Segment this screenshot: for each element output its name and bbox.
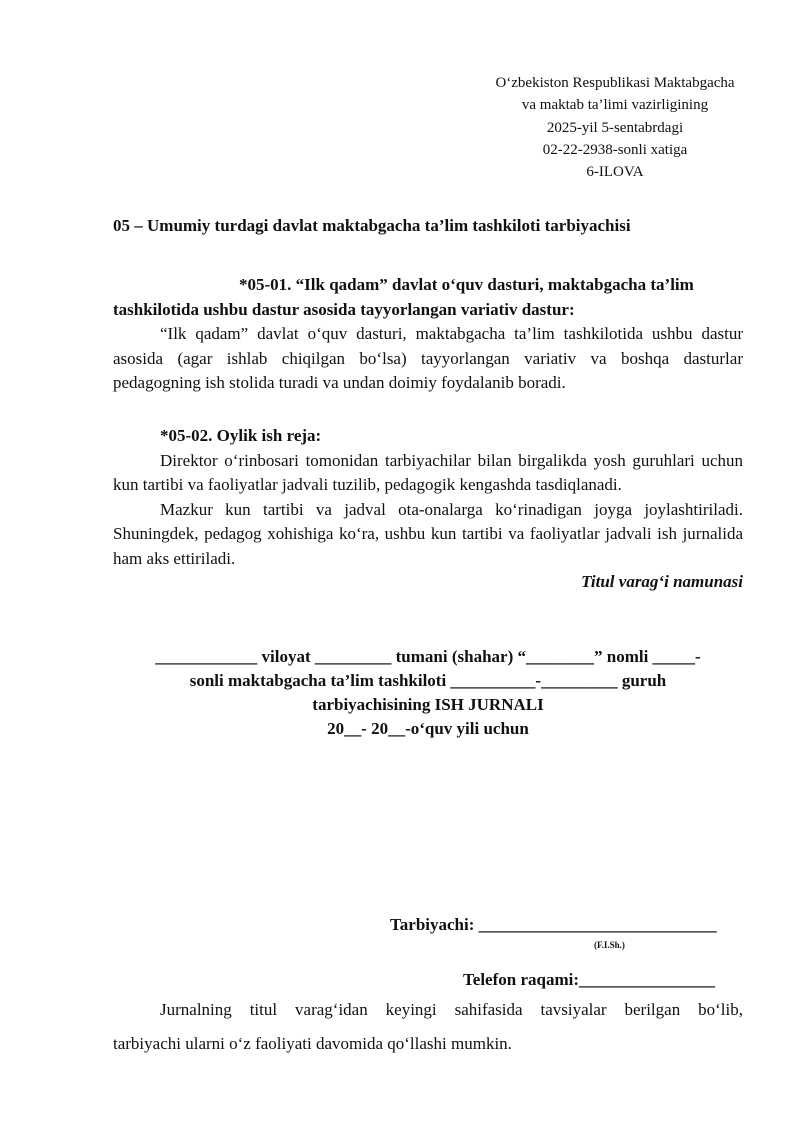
header-line-3: 2025-yil 5-sentabrdagi — [546, 119, 684, 136]
section-title: 05 – Umumiy turdagi davlat maktabgacha ta’lim tashkiloti tarbiyachisi — [113, 216, 631, 235]
footer-line-1: Jurnalning titul varag‘idan keyingi sahifasida tavsiyalar berilgan bo‘lib, — [160, 1000, 743, 1019]
title-line-1: ____________ viloyat _________ tumani (shahar) “________” nomli _____- — [155, 647, 701, 666]
teacher-signature-line: Tarbiyachi: ____________________________ — [390, 915, 717, 934]
header-line-5: 6-ILOVA — [586, 164, 644, 181]
item-1-block — [113, 273, 743, 396]
footer-paragraph — [113, 993, 743, 1061]
item-1-heading-line-1: *05-01. “Ilk qadam” davlat o‘quv dasturi, maktabgacha ta’lim — [239, 275, 694, 294]
title-line-2: sonli maktabgacha ta’lim tashkiloti __________-_________ guruh — [189, 671, 667, 690]
phone-number-line: Telefon raqami:________________ — [463, 970, 716, 989]
footer-line-2: tarbiyachi ularni o‘z faoliyati davomida qo‘llashi mumkin. — [113, 1034, 512, 1053]
item-2-heading: *05-02. Oylik ish reja: — [160, 426, 322, 445]
header-line-1: O‘zbekiston Respublikasi Maktabgacha — [495, 75, 735, 91]
fio-caption: (F.I.Sh.) — [594, 940, 625, 950]
title-line-3: tarbiyachisining ISH JURNALI — [312, 695, 544, 714]
item-1-heading-line-2: tashkilotida ushbu dastur asosida tayyorlangan variativ dastur: — [113, 299, 575, 319]
title-page-sample — [113, 645, 743, 741]
item-1-paragraph: “Ilk qadam” davlat o‘quv dasturi, maktabgacha ta’lim tashkilotida ushbu dastur asosida (agar ishlab chiqilgan bo‘lsa) tayyorlangan variativ va boshqa dasturlar pedagogning ish stolida turadi va undan doimiy foydalanib boradi. — [113, 324, 743, 393]
item-2-paragraph-1: Direktor o‘rinbosari tomonidan tarbiyachilar bilan birgalikda yosh guruhlari uchun kun tartibi va faoliyatlar jadvali tuzilib, pedagogik kengashda tasdiqlanadi. — [113, 450, 743, 495]
item-2-paragraph-2: Mazkur kun tartibi va jadval ota-onalarga ko‘rinadigan joyga joylashtiriladi. Shuningdek, pedagog xohishiga ko‘ra, ushbu kun tartibi va faoliyatlar jadvali ish jurnalida ham aks ettiriladi. — [113, 499, 743, 568]
item-2-block — [113, 424, 743, 572]
document-header — [440, 72, 790, 183]
header-line-4: 02-22-2938-sonli xatiga — [542, 141, 688, 158]
header-line-2: va maktab ta’limi vazirligining — [521, 97, 709, 114]
sample-label: Titul varag‘i namunasi — [581, 572, 743, 591]
title-line-4: 20__- 20__-o‘quv yili uchun — [327, 719, 529, 738]
